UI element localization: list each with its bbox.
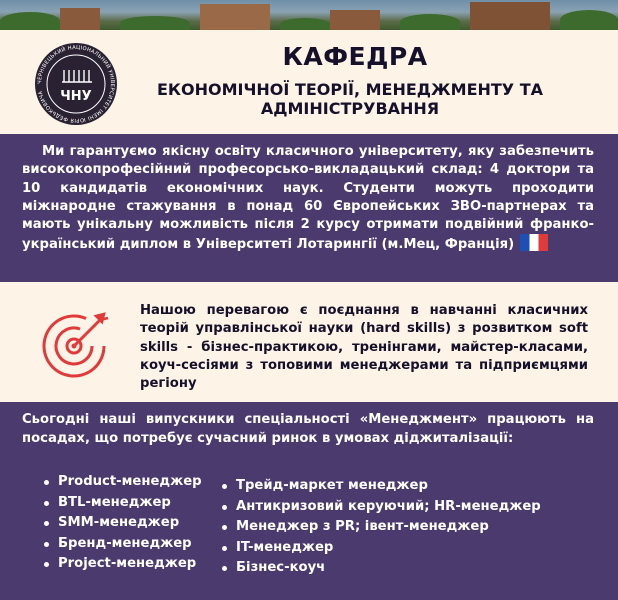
advantage-text: Нашою перевагою є поєднання в навчанні класичних теорій управлінської науки (hard skills) з розвитком soft skills - бізнес-практикою, тренінгами, майстер-класами, коуч-сесіями з топовими менеджерами та підприємцями регіону bbox=[140, 303, 588, 392]
france-flag-icon bbox=[520, 234, 548, 251]
logo-ring-text: ЧЕРНІВЕЦЬКИЙ НАЦІОНАЛЬНИЙ УНІВЕРСИТЕТ ІМЕНІ ЮРІЯ ФЕДЬКОВИЧА bbox=[36, 44, 116, 124]
careers-intro: Сьогодні наші випускники спеціальності «Менеджмент» працюють на посадах, що потребує сучасний ринок в умовах діджиталізації: bbox=[22, 412, 594, 446]
target-icon bbox=[34, 306, 114, 386]
careers-list-right bbox=[218, 476, 541, 579]
about-paragraph bbox=[22, 143, 594, 255]
page-subtitle: ЕКОНОМІЧНОЇ ТЕОРІЇ, МЕНЕДЖМЕНТУ ТА АДМІНІСТРУВАННЯ bbox=[156, 80, 543, 118]
list-item: Трейд-маркет менеджер bbox=[236, 476, 541, 497]
list-item: Project-менеджер bbox=[58, 554, 202, 575]
about-section bbox=[0, 134, 618, 282]
careers-list-left bbox=[40, 472, 202, 575]
list-item: IT-менеджер bbox=[236, 538, 541, 559]
list-item: BTL-менеджер bbox=[58, 493, 202, 514]
list-item: SMM-менеджер bbox=[58, 513, 202, 534]
list-item: Антикризовий керуючий; HR-менеджер bbox=[236, 497, 541, 518]
list-item: Product-менеджер bbox=[58, 472, 202, 493]
spacer bbox=[0, 282, 618, 294]
list-item: Бізнес-коуч bbox=[236, 558, 541, 579]
university-logo bbox=[34, 42, 118, 126]
careers-section bbox=[0, 402, 618, 600]
list-item: Менеджер з PR; івент-менеджер bbox=[236, 517, 541, 538]
campus-photo-banner bbox=[0, 0, 618, 30]
about-text: Ми гарантуємо якісну освіту класичного університету, яку забезпечить висококопрофесійний професорсько-викладацький склад: 4 доктори та 10 кандидатів економічних наук. Студенти можуть проходити міжнародне стажування в понад 60 Європейських ЗВО-партнерах та мають унікальну можливість після 2 курсу отримати подвійний франко-український диплом в Університеті Лотарингії (м.Мец, Франція) bbox=[22, 144, 594, 253]
page-header bbox=[0, 30, 618, 134]
logo-monogram: ЧНУ bbox=[60, 89, 92, 104]
advantage-section bbox=[0, 294, 618, 402]
list-item: Бренд-менеджер bbox=[58, 534, 202, 555]
page-title: КАФЕДРА bbox=[282, 42, 428, 71]
